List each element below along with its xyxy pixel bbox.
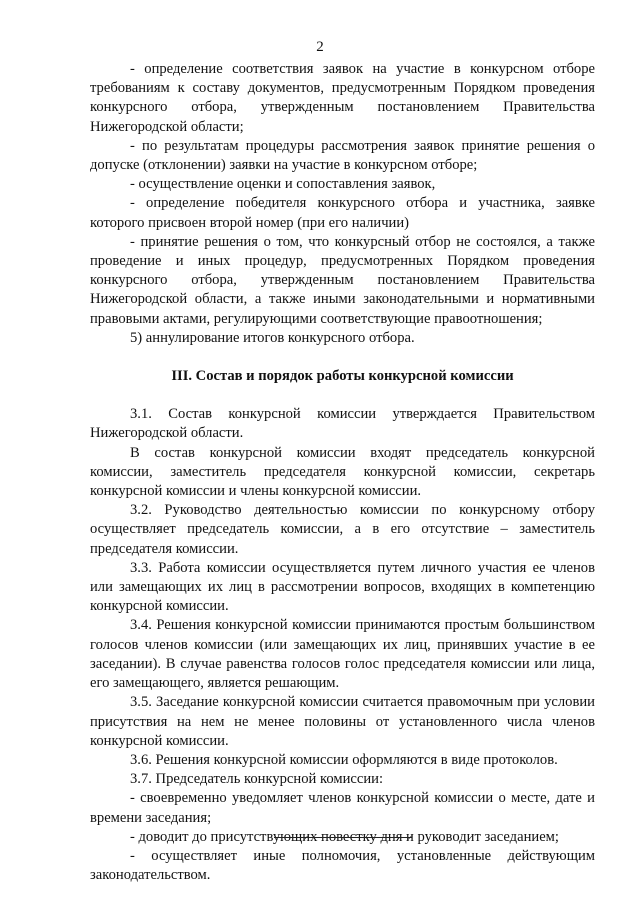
- paragraph: 3.2. Руководство деятельностью комиссии по конкурсному отбору осуществляет председатель комиссии, а в его отсутствие – заместитель председателя комиссии.: [90, 502, 595, 557]
- paragraph: 3.6. Решения конкурсной комиссии оформляются в виде протоколов.: [130, 751, 558, 768]
- paragraph: 3.3. Работа комиссии осуществляется путем личного участия ее членов или замещающих их лиц в рассмотрении вопросов, входящих в компетенцию конкурсной комиссии.: [90, 559, 595, 615]
- list-item: - принятие решения о том, что конкурсный отбор не состоялся, а также проведение и иных процедур, предусмотренных Порядком проведения конкурсного отбора, утвержденным постановлением Правительства Нижегородской области, а также иными законодательными и нормативными правовыми актами, регулирующими соответствующие правоотношения;: [90, 233, 595, 327]
- list-item: - по результатам процедуры рассмотрения заявок принятие решения о допуске (отклонении) заявки на участие в конкурсном отборе;: [90, 137, 595, 174]
- paragraph: В состав конкурсной комиссии входят председатель конкурсной комиссии, заместитель председателя конкурсной комиссии, секретарь конкурсной комиссии и члены конкурсной комиссии.: [90, 444, 595, 500]
- list-item: - определение победителя конкурсного отбора и участника, заявке которого присвоен второй номер (при его наличии): [90, 195, 595, 231]
- list-item: - осуществление оценки и сопоставления заявок,: [130, 176, 436, 193]
- paragraph: 3.1. Состав конкурсной комиссии утверждается Правительством Нижегородской области.: [90, 406, 595, 442]
- page-number: 2: [316, 39, 324, 55]
- list-item: 5) аннулирование итогов конкурсного отбора.: [130, 329, 415, 346]
- list-item: - своевременно уведомляет членов конкурсной комиссии о месте, дате и времени заседания;: [90, 790, 595, 826]
- paragraph: 3.5. Заседание конкурсной комиссии считается правомочным при условии присутствия на нем не менее половины от установленного числа членов конкурсной комиссии.: [90, 694, 595, 749]
- section-heading: III. Состав и порядок работы конкурсной комиссии: [171, 368, 514, 385]
- list-item: - осуществляет иные полномочия, установленные действующим законодательством.: [90, 847, 595, 884]
- list-item: - определение соответствия заявок на участие в конкурсном отборе требованиям к составу документов, предусмотренным Порядком проведения конкурсного отбора, утвержденным постановлением Правительства Нижегородской области;: [90, 61, 595, 135]
- paragraph: 3.4. Решения конкурсной комиссии принимаются простым большинством голосов членов комиссии (или замещающих их лиц, принявших участие в ее заседании). В случае равенства голосов голос председателя комиссии или лица, его замещающего, является решающим.: [90, 617, 595, 692]
- document-body: [90, 60, 595, 885]
- list-item: - доводит до присутствующих повестку дня и руководит заседанием;: [130, 828, 559, 845]
- end-divider: [274, 837, 412, 838]
- paragraph: 3.7. Председатель конкурсной комиссии:: [130, 771, 384, 788]
